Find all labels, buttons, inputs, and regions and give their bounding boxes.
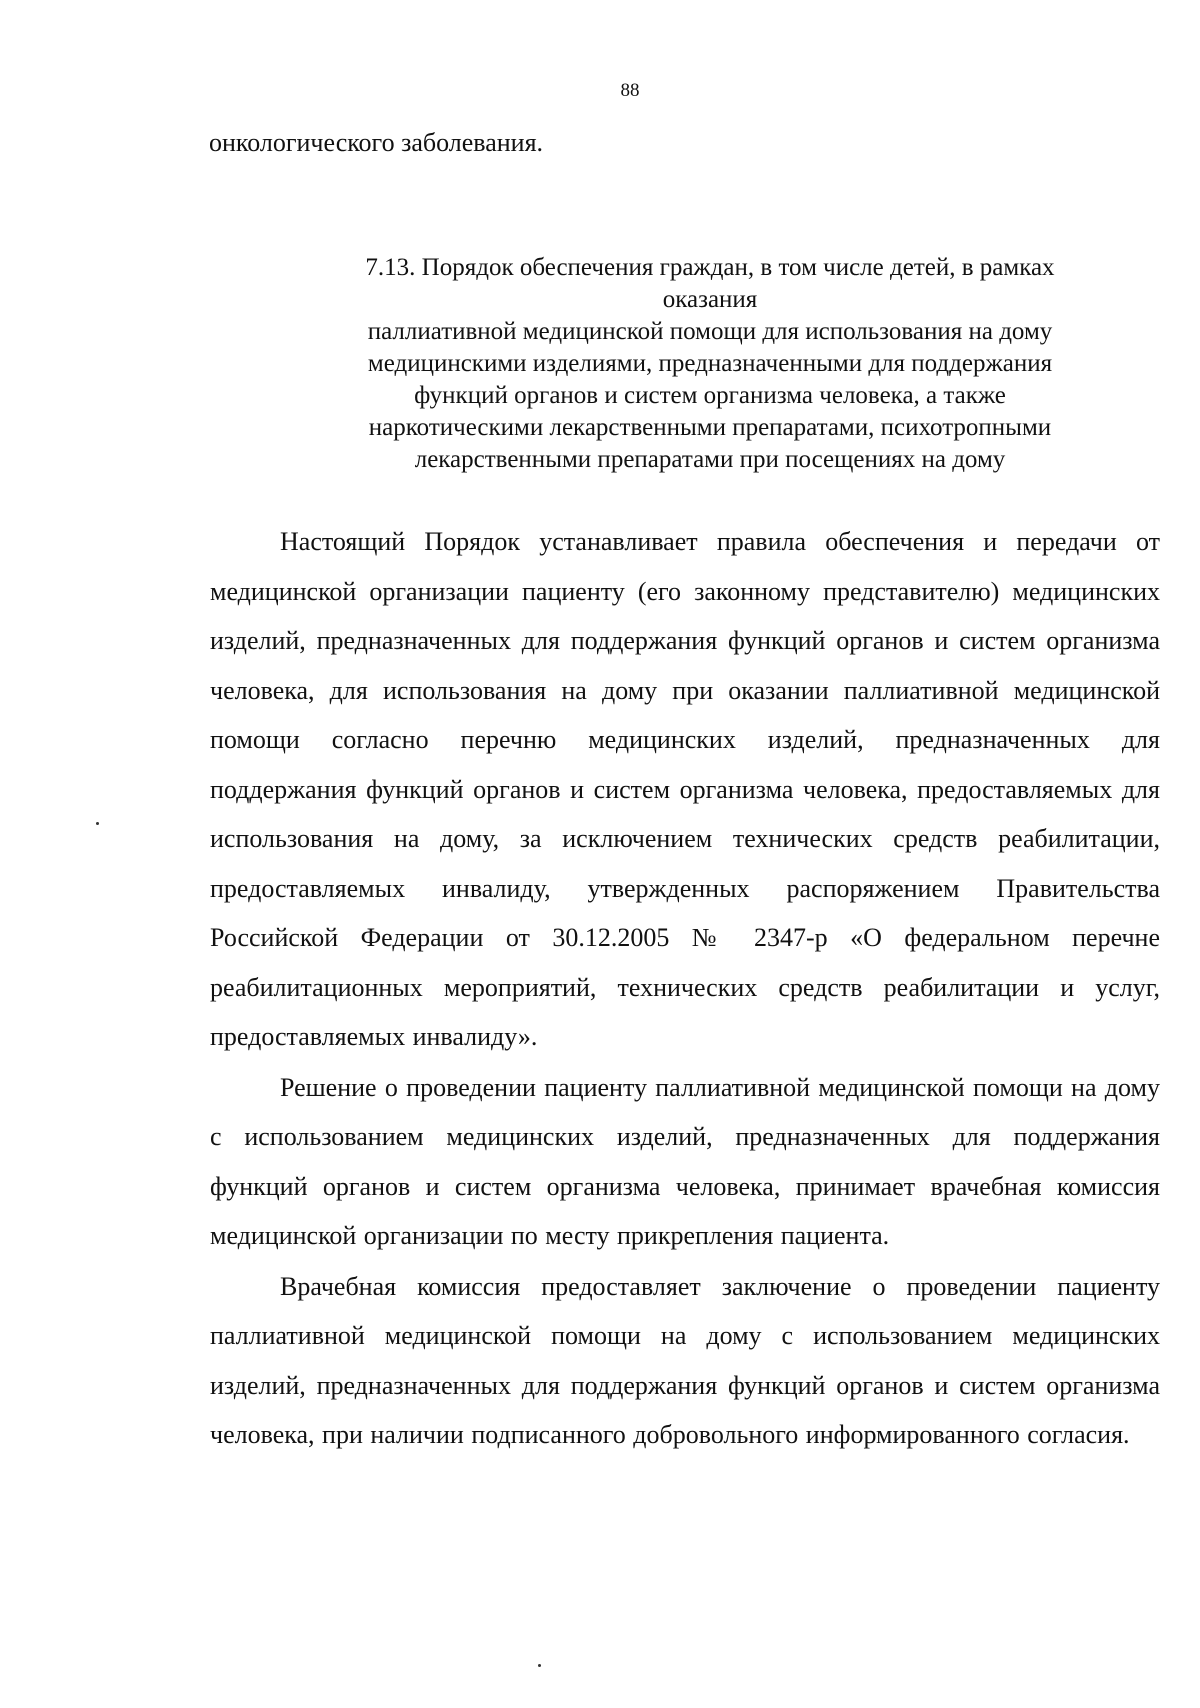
heading-line: наркотическими лекарственными препаратами, психотропными	[368, 414, 1052, 441]
paragraph-commission-conclusion: Врачебная комиссия предоставляет заключение о проведении пациенту паллиативной медицинской помощи на дому с использованием медицинских изделий, предназначенных для поддержания функций органов и систем организма человека, при наличии подписанного добровольного информированного согласия.	[210, 1271, 1160, 1449]
heading-line: медицинскими изделиями, предназначенными для поддержания	[367, 350, 1053, 377]
paragraph-commission-decision: Решение о проведении пациенту паллиативной медицинской помощи на дому с использованием медицинских изделий, предназначенных для поддержания функций органов и систем организма человека, принимает врачебная комиссия медицинской организации по месту прикрепления пациента.	[210, 1072, 1160, 1250]
heading-line: 7.13. Порядок обеспечения граждан, в том числе детей, в рамках	[365, 254, 1055, 281]
heading-line: лекарственными препаратами при посещениях на дому	[414, 446, 1006, 473]
heading-line: паллиативной медицинской помощи для использования на дому	[367, 318, 1053, 345]
page-number: 88	[620, 80, 640, 101]
body-text	[210, 517, 1160, 1460]
section-heading	[300, 252, 1120, 476]
scan-speck	[538, 1664, 541, 1667]
heading-line: оказания	[662, 286, 758, 313]
paragraph-order-rules: Настоящий Порядок устанавливает правила обеспечения и передачи от медицинской организации пациенту (его законному представителю) медицинских изделий, предназначенных для поддержания функций органов и систем организма человека, для использования на дому при оказании паллиативной медицинской помощи согласно перечню медицинских изделий, предназначенных для поддержания функций органов и систем организма человека, предоставляемых для использования на дому, за исключением технических средств реабилитации, предоставляемых инвалиду, утвержденных распоряжением Правительства Российской Федерации от 30.12.2005 № 2347-р «О федеральном перечне реабилитационных мероприятий, технических средств реабилитации и услуг, предоставляемых инвалиду».	[210, 527, 1160, 1051]
continued-text: онкологического заболевания.	[209, 128, 544, 157]
heading-line: функций органов и систем организма человека, а также	[414, 382, 1006, 409]
scan-speck	[96, 822, 99, 825]
